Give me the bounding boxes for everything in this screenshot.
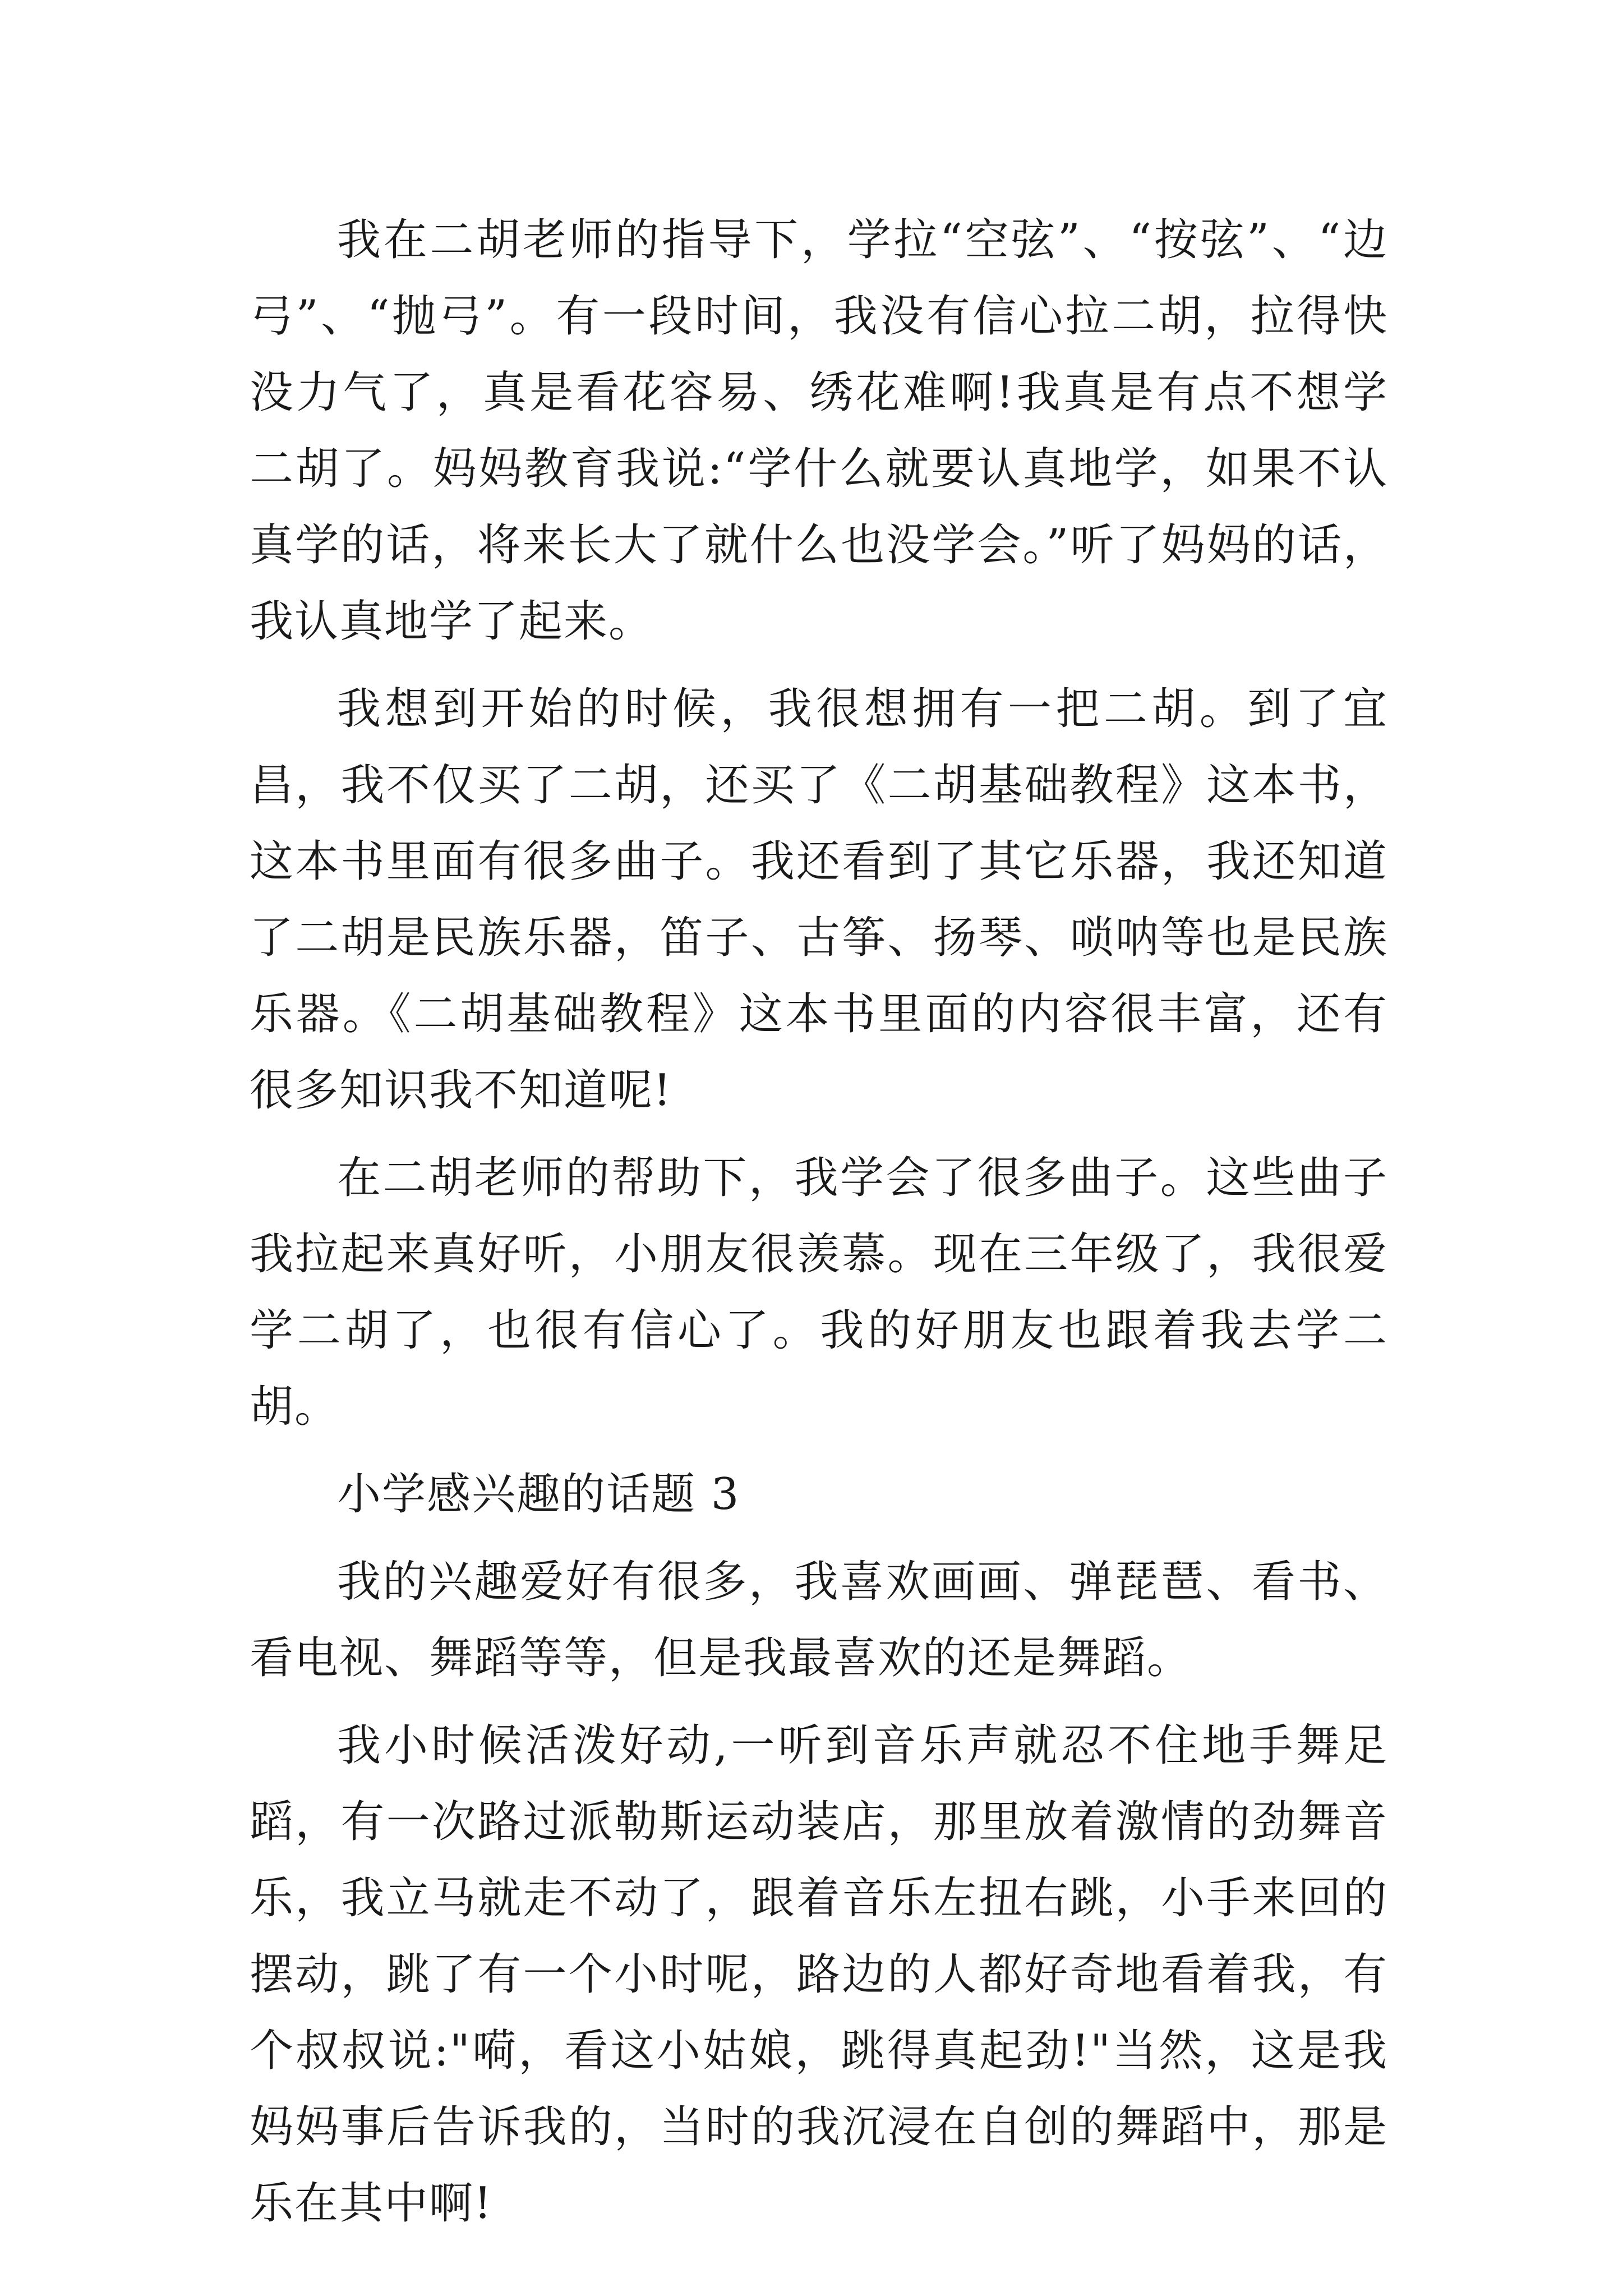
document-body [250,202,1388,2253]
paragraph-hobbies: 我的兴趣爱好有很多，我喜欢画画、弹琵琶、看书、看电视、舞蹈等等，但是我最喜欢的还是舞蹈。 [250,1557,1388,1683]
paragraph-erhu-progress: 在二胡老师的帮助下，我学会了很多曲子。这些曲子我拉起来真好听，小朋友很羡慕。现在三年级了，我很爱学二胡了，也很有信心了。我的好朋友也跟着我去学二胡。 [250,1153,1388,1432]
section-heading: 小学感兴趣的话题 3 [337,1469,740,1520]
paragraph-erhu-practice: 我在二胡老师的指导下，学拉“空弦”、“按弦”、“边弓”、“抛弓”。有一段时间，我没有信心拉二胡，拉得快没力气了，真是看花容易、绣花难啊!我真是有点不想学二胡了。妈妈教育我说:“学什么就要认真地学，如果不认真学的话，将来长大了就什么也没学会。”听了妈妈的话，我认真地学了起来。 [250,215,1388,647]
paragraph-dance-story: 我小时候活泼好动,一听到音乐声就忍不住地手舞足蹈，有一次路过派勒斯运动装店，那里放着激情的劲舞音乐，我立马就走不动了，跟着音乐左扭右跳，小手来回的摆动，跳了有一个小时呢，路边的人都好奇地看着我，有个叔叔说:"嗬，看这小姑娘，跳得真起劲!"当然，这是我妈妈事后告诉我的，当时的我沉浸在自创的舞蹈中，那是乐在其中啊! [250,1720,1388,2229]
paragraph-erhu-purchase: 我想到开始的时候，我很想拥有一把二胡。到了宜昌，我不仅买了二胡，还买了《二胡基础教程》这本书，这本书里面有很多曲子。我还看到了其它乐器，我还知道了二胡是民族乐器，笛子、古筝、扬琴、唢呐等也是民族乐器。《二胡基础教程》这本书里面的内容很丰富，还有很多知识我不知道呢! [250,684,1388,1116]
